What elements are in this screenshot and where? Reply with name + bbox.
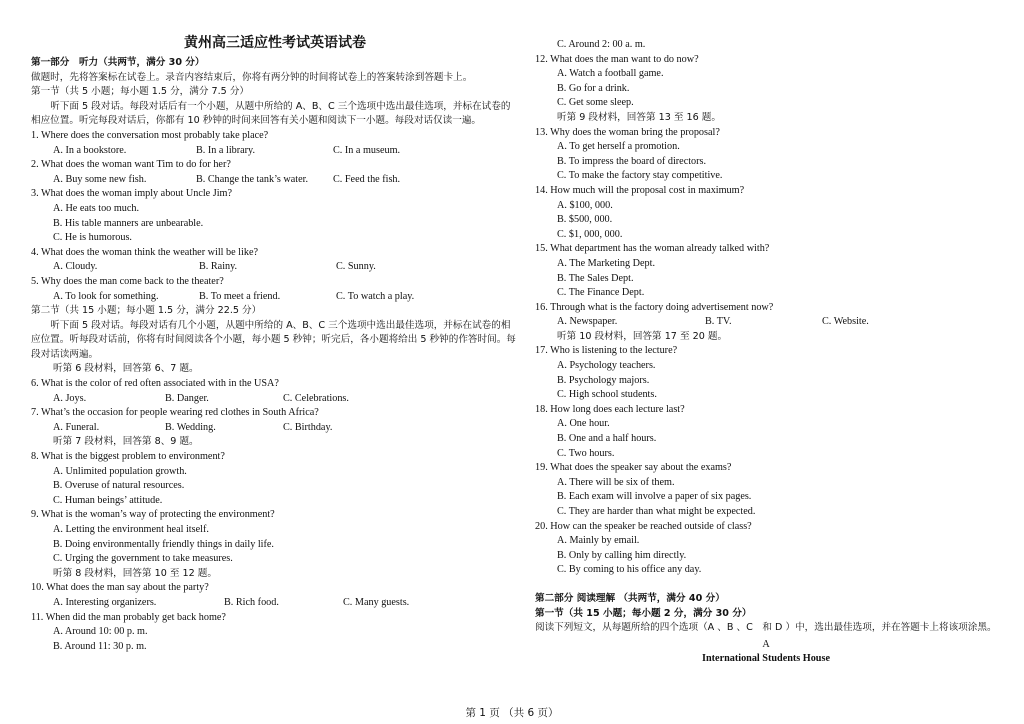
option-c: C. To make the factory stay competitive. xyxy=(557,170,723,182)
question-1 xyxy=(31,129,519,158)
question-stem: 5. Why does the man come back to the theater? xyxy=(31,275,224,287)
option-c: C. They are harder than what might be expected. xyxy=(557,506,756,517)
options-row xyxy=(535,315,997,330)
spacer xyxy=(535,578,997,592)
question-stem: 10. What does the man say about the party? xyxy=(31,582,209,594)
option-c: C. Around 2: 00 a. m. xyxy=(557,39,646,50)
option-a: A. He eats too much. xyxy=(53,202,140,214)
right-column xyxy=(535,38,997,667)
option-c: C. Birthday. xyxy=(283,421,333,433)
question-stem: 18. How long does each lecture last? xyxy=(535,403,685,415)
listening-hint: 听第 8 段材料，回答第 10 至 12 题。 xyxy=(53,567,217,579)
option-b: B. Only by calling him directly. xyxy=(557,549,687,561)
listening-hint: 听第 9 段材料，回答第 13 至 16 题。 xyxy=(557,111,721,123)
question-18 xyxy=(535,403,997,461)
question-9 xyxy=(31,508,519,566)
question-16 xyxy=(535,301,997,330)
page-footer: 第 1 页 （共 6 页） xyxy=(465,707,559,719)
option-b: B. Wedding. xyxy=(165,421,216,433)
option-b: B. Each exam will involve a paper of six pages. xyxy=(557,491,752,503)
option-a: A. Cloudy. xyxy=(53,261,98,273)
option-b: B. Psychology majors. xyxy=(557,374,650,386)
question-stem: 9. What is the woman’s way of protecting the environment? xyxy=(31,509,275,521)
question-7 xyxy=(31,406,519,435)
question-stem: 6. What is the color of red often associated with in the USA? xyxy=(31,378,279,390)
option-c: C. By coming to his office any day. xyxy=(557,564,702,576)
option-a: A. Interesting organizers. xyxy=(53,596,157,608)
options-row xyxy=(31,392,519,407)
option-b: B. Around 11: 30 p. m. xyxy=(53,640,147,652)
left-column xyxy=(31,34,519,654)
option-a: A. Newspaper. xyxy=(557,316,618,328)
options-row xyxy=(31,596,519,611)
option-b: B. Rainy. xyxy=(199,261,238,273)
options-row xyxy=(31,144,519,159)
question-stem: 3. What does the woman imply about Uncle Jim? xyxy=(31,188,232,200)
section2-instructions: 听下面 5 段对话。每段对话有几个小题，从题中所给的 A、B、C 三个选项中选出最佳选项，并标在试卷的相应位置。听每段对话前，你将有时间阅读各个小题，每小题 5 秒钟；听完后，各小题将给出 5 秒钟的作答时间。每段对话读两遍。 xyxy=(31,319,516,360)
option-c: C. In a museum. xyxy=(333,144,401,156)
option-b: B. Rich food. xyxy=(224,596,279,608)
question-stem: 11. When did the man probably get back home? xyxy=(31,611,226,623)
part2-instructions: 阅读下列短文，从每题所给的四个选项（A 、B 、C 和 D ）中，选出最佳选项，并在答题卡上将该项涂黑。 xyxy=(535,622,997,634)
question-stem: 13. Why does the woman bring the proposal? xyxy=(535,126,720,138)
option-a: A. One hour. xyxy=(557,418,610,430)
question-19 xyxy=(535,461,997,519)
question-stem: 1. Where does the conversation most probably take place? xyxy=(31,129,269,141)
exam-title: 黄州高三适应性考试英语试卷 xyxy=(184,36,366,51)
option-b: B. TV. xyxy=(705,316,732,328)
option-c: C. To watch a play. xyxy=(336,290,415,302)
option-b: B. Change the tank’s water. xyxy=(196,173,309,185)
question-5 xyxy=(31,275,519,304)
option-b: B. In a library. xyxy=(196,144,256,156)
passage-letter: A xyxy=(762,638,770,650)
option-a: A. The Marketing Dept. xyxy=(557,257,655,269)
question-stem: 8. What is the biggest problem to environment? xyxy=(31,451,225,463)
question-13 xyxy=(535,126,997,184)
passage-title: International Students House xyxy=(702,653,830,665)
option-c: C. Sunny. xyxy=(336,261,376,273)
question-8 xyxy=(31,450,519,508)
option-c: C. Website. xyxy=(822,316,869,328)
option-c: C. The Finance Dept. xyxy=(557,287,645,299)
options-row xyxy=(31,290,519,305)
question-3 xyxy=(31,187,519,245)
options-row xyxy=(31,421,519,436)
listening-hint: 听第 7 段材料，回答第 8、9 题。 xyxy=(53,436,199,448)
question-2 xyxy=(31,158,519,187)
question-17 xyxy=(535,344,997,402)
option-c: C. He is humorous. xyxy=(53,232,132,244)
option-a: A. Around 10: 00 p. m. xyxy=(53,626,148,638)
part2-section1-heading: 第一节（共 15 小题；每小题 2 分，满分 30 分） xyxy=(535,607,752,619)
options-row xyxy=(31,173,519,188)
part1-heading: 第一部分 听力（共两节，满分 30 分） xyxy=(31,57,205,68)
question-11 xyxy=(31,611,519,655)
option-b: B. $500, 000. xyxy=(557,214,613,226)
question-stem: 7. What’s the occasion for people wearing red clothes in South Africa? xyxy=(31,407,319,419)
question-15 xyxy=(535,242,997,300)
question-20 xyxy=(535,520,997,578)
question-stem: 20. How can the speaker be reached outside of class? xyxy=(535,520,752,532)
option-a: A. There will be six of them. xyxy=(557,476,675,488)
question-14 xyxy=(535,184,997,242)
option-b: B. The Sales Dept. xyxy=(557,272,634,284)
option-a: A. Buy some new fish. xyxy=(53,173,147,185)
option-b: B. Doing environmentally friendly things in daily life. xyxy=(53,538,274,550)
option-c: C. Many guests. xyxy=(343,596,410,608)
option-c: C. $1, 000, 000. xyxy=(557,228,623,240)
section2-heading: 第二节（共 15 小题；每小题 1.5 分，满分 22.5 分） xyxy=(31,305,262,317)
options-row xyxy=(31,260,519,275)
option-a: A. Psychology teachers. xyxy=(557,360,656,372)
option-a: A. In a bookstore. xyxy=(53,144,127,156)
option-c: C. Human beings’ attitude. xyxy=(53,494,163,506)
option-a: A. To look for something. xyxy=(53,290,159,302)
option-a: A. Letting the environment heal itself. xyxy=(53,524,209,535)
listening-hint: 听第 6 段材料，回答第 6、7 题。 xyxy=(53,363,199,375)
question-stem: 19. What does the speaker say about the exams? xyxy=(535,462,732,474)
option-b: B. One and a half hours. xyxy=(557,433,657,445)
option-c: C. Two hours. xyxy=(557,447,615,459)
option-a: A. Mainly by email. xyxy=(557,535,640,547)
question-stem: 15. What department has the woman already talked with? xyxy=(535,243,770,255)
option-a: A. Watch a football game. xyxy=(557,68,664,80)
option-b: B. Go for a drink. xyxy=(557,82,630,94)
question-stem: 2. What does the woman want Tim to do for her? xyxy=(31,159,231,171)
question-stem: 4. What does the woman think the weather will be like? xyxy=(31,246,258,258)
option-a: A. Funeral. xyxy=(53,421,100,433)
option-c: C. Celebrations. xyxy=(283,392,349,404)
listening-hint: 听第 10 段材料，回答第 17 至 20 题。 xyxy=(557,330,728,342)
option-c: C. High school students. xyxy=(557,389,657,401)
option-a: A. To get herself a promotion. xyxy=(557,141,680,153)
option-a: A. $100, 000. xyxy=(557,199,613,211)
option-b: B. His table manners are unbearable. xyxy=(53,217,204,229)
question-6 xyxy=(31,377,519,406)
question-12 xyxy=(535,53,997,111)
option-b: B. Overuse of natural resources. xyxy=(53,480,185,492)
option-b: B. To impress the board of directors. xyxy=(557,155,707,167)
section1-heading: 第一节（共 5 小题；每小题 1.5 分，满分 7.5 分） xyxy=(31,86,250,98)
part1-intro: 做题时，先将答案标在试卷上。录音内容结束后，你将有两分钟的时间将试卷上的答案转涂到答题卡上。 xyxy=(31,71,473,83)
section1-instructions: 听下面 5 段对话。每段对话后有一个小题，从题中所给的 A、B、C 三个选项中选出最佳选项，并标在试卷的相应位置。听完每段对话后，你都有 10 秒钟的时间来回答有关小题和阅读下一小题。每段对话仅读一遍。 xyxy=(31,100,511,127)
question-stem: 16. Through what is the factory doing advertisement now? xyxy=(535,301,774,313)
option-a: A. Joys. xyxy=(53,392,87,404)
question-4 xyxy=(31,246,519,275)
question-stem: 12. What does the man want to do now? xyxy=(535,53,699,65)
question-stem: 17. Who is listening to the lecture? xyxy=(535,345,678,357)
option-c: C. Get some sleep. xyxy=(557,97,634,109)
question-10 xyxy=(31,581,519,610)
part2-heading: 第二部分 阅读理解 （共两节，满分 40 分） xyxy=(535,592,725,604)
option-c: C. Urging the government to take measures. xyxy=(53,553,233,565)
question-stem: 14. How much will the proposal cost in maximum? xyxy=(535,184,745,196)
option-b: B. To meet a friend. xyxy=(199,290,281,302)
option-b: B. Danger. xyxy=(165,392,209,404)
option-a: A. Unlimited population growth. xyxy=(53,465,187,477)
option-c: C. Feed the fish. xyxy=(333,173,401,185)
